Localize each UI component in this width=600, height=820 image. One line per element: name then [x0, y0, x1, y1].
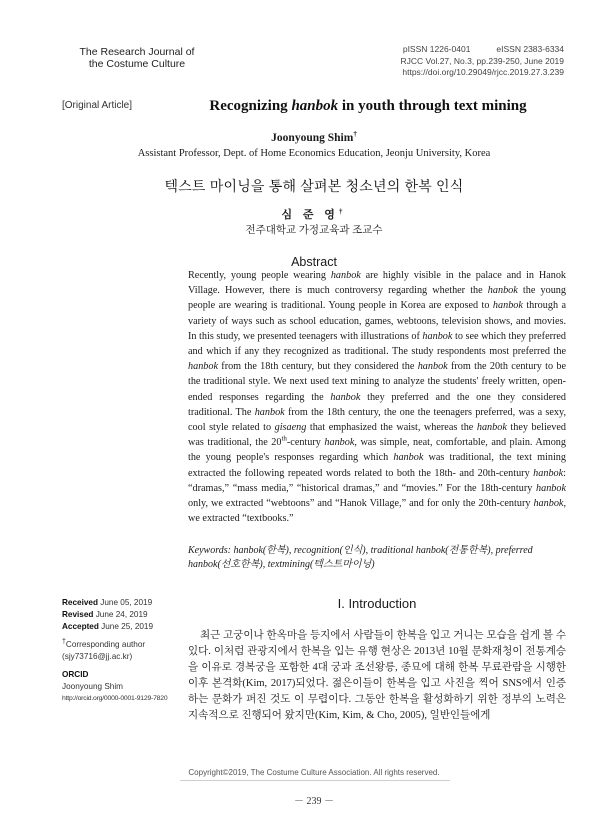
title-en-pre: Recognizing	[209, 98, 292, 114]
abstract-italic-term: hanbok	[330, 391, 361, 403]
abstract-italic-term: hanbok	[536, 482, 566, 494]
abstract-italic-term: hanbok	[254, 406, 285, 418]
author-en-name: Joonyoung Shim	[271, 132, 354, 144]
orcid-name: Joonyoung Shim	[62, 682, 123, 691]
abstract-text-run: the young people are wearing is traditional. Young people in Korea are exposed to	[188, 285, 566, 312]
author-mark: †	[353, 130, 357, 139]
author-ko-mark: †	[338, 207, 347, 216]
author-ko	[62, 206, 566, 222]
accepted-date: June 25, 2019	[101, 622, 154, 631]
abstract-body	[188, 268, 566, 526]
abstract-italic-term: hanbok	[393, 452, 424, 464]
journal-name-line1: The Research Journal of	[79, 46, 195, 58]
orcid-url[interactable]: http://orcid.org/0000-0001-9129-7820	[62, 695, 168, 702]
abstract-text-run: to see which they preferred and which if any they recognized as traditional. The study respondents most preferred the	[188, 330, 566, 358]
abstract-text-run: that emphasized the waist, whereas the	[306, 422, 477, 434]
abstract-text-run: through a variety of ways such as school education, games, webtoons, television shows, and movies. In this study, we presented teenagers with illustrations of	[188, 300, 566, 342]
title-en	[168, 98, 568, 115]
article-meta	[62, 597, 180, 711]
abstract-italic-term: hanbok	[422, 330, 453, 342]
received-date: June 05, 2019	[100, 598, 153, 607]
affiliation-ko: 전주대학교 가정교육과 조교수	[245, 225, 383, 236]
revised-label: Revised	[62, 610, 94, 619]
eissn: eISSN 2383-6334	[496, 44, 564, 54]
orcid-label: ORCID	[62, 670, 89, 679]
abstract-text-run: , was simple, neat, comfortable, and plain. Among the young people's responses regarding which	[188, 437, 566, 464]
revised-date: June 24, 2019	[95, 610, 148, 619]
abstract-italic-term: hanbok	[188, 361, 218, 373]
article-category: [Original Article]	[62, 100, 133, 111]
title-ko: 텍스트 마이닝을 통해 살펴본 청소년의 한복 인식	[164, 178, 464, 194]
abstract-italic-term: hanbok	[330, 270, 361, 281]
affiliation-en: Assistant Professor, Dept. of Home Economics Education, Jeonju University, Korea	[137, 148, 491, 159]
introduction-body: 최근 고궁이나 한옥마을 등지에서 사람들이 한복을 입고 거니는 모습을 쉽게 볼 수 있다. 이처럼 관광지에서 한복을 입는 유행 현상은 2013년 10월 문화재청이 전통계승을 이유로 경복궁을 포함한 4대 궁과 조선왕릉, 종묘에 대해 한복 무료관람을 시행한 이후 본격화(Kim, 2017)되었다. 젊은이들이 한복을 입고 사진을 찍어 SNS에서 인증하는 문화가 퍼진 것도 이 무렵이다. 그동안 한복을 활성화하기 위한 정부의 노력은 지속적으로 진행되어 왔지만(Kim, Kim, & Cho, 2005), 일반인들에게	[188, 630, 566, 721]
orcid	[62, 669, 180, 705]
abstract-text-run: from the 18th century, the one the teenagers preferred, was a sexy, cool style related to	[188, 406, 566, 434]
abstract-text-run: -century	[286, 437, 325, 449]
dates	[62, 597, 180, 633]
abstract-italic-term: hanbok	[487, 285, 518, 297]
abstract-italic-term: hanbok	[533, 498, 564, 510]
introduction-heading: I. Introduction	[337, 596, 417, 611]
abstract-text-run: , we extracted “textbooks.”	[188, 498, 566, 525]
author-en	[62, 132, 566, 144]
abstract-text-run: Recently, young people wearing	[188, 270, 331, 281]
corr-email[interactable]: (sjy73716@jj.ac.kr)	[62, 652, 133, 661]
page-number: － 239 －	[294, 796, 334, 807]
footer-divider	[180, 780, 450, 781]
journal-name-line2: the Costume Culture	[88, 58, 186, 70]
pissn: pISSN 1226-0401	[402, 44, 471, 54]
corr-mark: †	[62, 638, 66, 646]
abstract-text-run: : “dramas,” “mass media,” “historical dramas,” and “movies.” For the 18th-century	[188, 467, 566, 494]
keywords: Keywords: hanbok(한복), recognition(인식), traditional hanbok(전통한복), preferred hanbok(선호한복), textmining(텍스트마이닝)	[188, 545, 533, 570]
doi-link[interactable]: https://doi.org/10.29049/rjcc.2019.27.3.239	[402, 67, 564, 77]
author-ko-name: 심 준 영	[281, 209, 339, 221]
abstract-text-run: from the 20th century to be the traditional style. We next used text mining to analyze the students' freely written, open-ended responses regarding the	[188, 361, 566, 403]
abstract-italic-term: hanbok	[533, 467, 564, 479]
abstract-superscript: th	[281, 434, 287, 443]
abstract-text-run: they believed was traditional, the 20	[188, 422, 567, 449]
abstract-italic-term: hanbok	[417, 361, 448, 373]
title-en-italic: hanbok	[291, 98, 339, 114]
journal-name	[62, 46, 212, 70]
abstract-italic-term: gisaeng	[274, 422, 307, 434]
abstract-text-run: from the 18th century, but they considered the	[218, 361, 418, 373]
copyright: Copyright©2019, The Costume Culture Association. All rights reserved.	[188, 768, 440, 777]
corr-label: Corresponding author	[65, 640, 146, 649]
abstract-italic-term: hanbok	[324, 437, 355, 449]
corresponding-author	[62, 639, 180, 663]
abstract-italic-term: hanbok	[476, 422, 507, 434]
title-en-post: in youth through text mining	[338, 98, 527, 114]
abstract-text-run: was traditional, the text mining extracted the following repeated words related to both the 18th- and 20th-century	[188, 452, 566, 479]
abstract-text-run: they preferred and the one they considered traditional. The	[188, 391, 566, 418]
issn-block	[374, 44, 564, 79]
citation: RJCC Vol.27, No.3, pp.239-250, June 2019	[400, 55, 564, 66]
received-label: Received	[62, 598, 98, 607]
abstract-heading: Abstract	[291, 255, 337, 269]
abstract-text-run: are highly visible in the palace and in Hanok Village. However, there is much controversy regarding whether the	[188, 270, 567, 297]
abstract-italic-term: hanbok	[492, 300, 523, 312]
abstract-text-run: only, we extracted “webtoons” and “Hanok Village,” and for only the 20th-century	[188, 498, 534, 510]
accepted-label: Accepted	[62, 622, 99, 631]
